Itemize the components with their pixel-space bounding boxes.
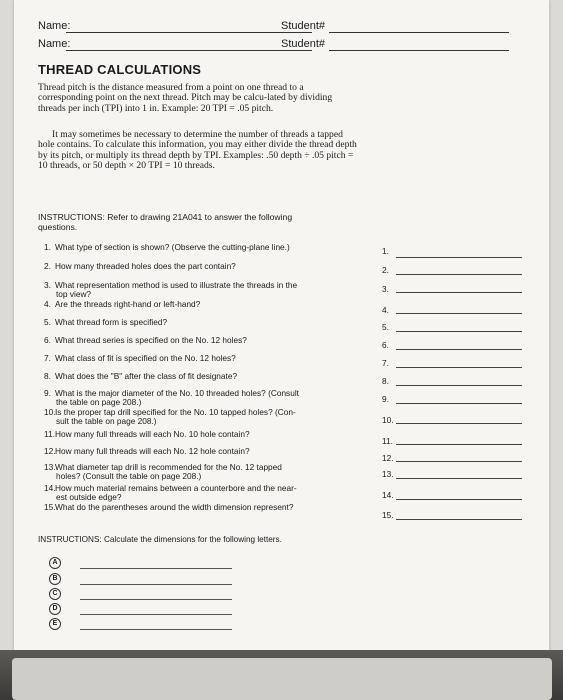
- answer-number: 2.: [382, 265, 389, 275]
- letter-c-answer-line[interactable]: [80, 599, 232, 600]
- name-label: Name:: [38, 38, 71, 50]
- answer-line[interactable]: [396, 385, 522, 386]
- question-text: How many full threads will each No. 10 hole contain?: [55, 429, 250, 439]
- question-number: 8.: [44, 371, 51, 381]
- answer-line[interactable]: [396, 313, 522, 314]
- question-text: What does the "B" after the class of fit designate?: [55, 371, 238, 381]
- question-number: 12.: [44, 446, 56, 456]
- question-text: Are the threads right-hand or left-hand?: [55, 299, 201, 309]
- question-number: 13.: [44, 462, 56, 472]
- letter-b-answer-line[interactable]: [80, 584, 232, 585]
- answer-number: 9.: [382, 394, 389, 404]
- question-text: What thread form is specified?: [55, 317, 168, 327]
- question-1: [44, 243, 364, 252]
- name-label: Name:: [38, 20, 71, 32]
- answer-line[interactable]: [396, 423, 522, 424]
- question-text: How much material remains between a counterbore and the near-: [55, 483, 297, 493]
- question-text: What representation method is used to illustrate the threads in the: [55, 280, 298, 290]
- answer-line[interactable]: [396, 292, 522, 293]
- question-text: What class of fit is specified on the No. 12 holes?: [55, 353, 236, 363]
- student-number-line[interactable]: [329, 32, 509, 33]
- question-7: [44, 354, 364, 363]
- answer-number: 13.: [382, 469, 394, 479]
- student-label: Student#: [281, 38, 326, 50]
- instructions-line-2: questions.: [38, 222, 78, 232]
- question-text: What diameter tap drill is recommended for the No. 12 tapped: [55, 462, 282, 472]
- next-page-edge: [12, 658, 552, 700]
- question-number: 10.: [44, 407, 56, 417]
- student-number-line[interactable]: [329, 50, 509, 51]
- question-text: How many threaded holes does the part contain?: [55, 261, 236, 271]
- question-continuation: top view?: [56, 288, 92, 299]
- answer-number: 14.: [382, 490, 394, 500]
- letter-d-answer-line[interactable]: [80, 614, 232, 615]
- threads-paragraph: [38, 130, 358, 172]
- answer-line[interactable]: [396, 519, 522, 520]
- question-13: [44, 463, 364, 480]
- question-text: What do the parentheses around the width dimension represent?: [55, 502, 294, 512]
- question-2: [44, 262, 364, 271]
- answer-line[interactable]: [396, 499, 522, 500]
- answer-line[interactable]: [396, 461, 522, 462]
- question-continuation: est outside edge?: [56, 491, 122, 502]
- answer-number: 11.: [382, 436, 393, 446]
- letters-instructions: INSTRUCTIONS: Calculate the dimensions for the following letters.: [38, 535, 282, 544]
- answer-number: 5.: [382, 322, 389, 332]
- answer-line[interactable]: [396, 331, 522, 332]
- letter-e-badge: E: [49, 618, 61, 630]
- answer-number: 12.: [382, 453, 394, 463]
- question-14: [44, 484, 364, 501]
- question-number: 15.: [44, 502, 56, 512]
- pitch-paragraph: Thread pitch is the distance measured from a point on one thread to a corresponding point on the next thread. Pitch may be calcu-lated by dividing threads per inch (TPI) into 1 in. Example: 20 TPI = .05 pitch.: [38, 82, 333, 114]
- question-6: [44, 336, 364, 345]
- answer-number: 3.: [382, 284, 389, 294]
- answer-line[interactable]: [396, 274, 522, 275]
- question-number: 3.: [44, 280, 51, 290]
- question-9: [44, 389, 364, 406]
- section-title: THREAD CALCULATIONS: [38, 62, 202, 77]
- question-text: What thread series is specified on the No. 12 holes?: [55, 335, 247, 345]
- question-text: How many full threads will each No. 12 hole contain?: [55, 446, 250, 456]
- question-4: [44, 300, 364, 309]
- answer-line[interactable]: [396, 444, 522, 445]
- question-text: What is the major diameter of the No. 10 threaded holes? (Consult: [55, 388, 299, 398]
- question-15: [44, 503, 364, 512]
- question-number: 6.: [44, 335, 51, 345]
- question-number: 7.: [44, 353, 51, 363]
- threads-paragraph-text: It may sometimes be necessary to determine the number of threads a tapped hole contains. To calculate this information, you may either divide the thread depth by its pitch, or multiply its thread depth by TPI. Examples: .50 depth ÷ .05 pitch = 10 threads, or 50 depth × 20 TPI = 10 threads.: [38, 129, 357, 172]
- instructions-line-1: INSTRUCTIONS: Refer to drawing 21A041 to answer the following: [38, 212, 293, 222]
- question-12: [44, 447, 364, 456]
- instructions-block: [38, 212, 368, 232]
- name-line[interactable]: [66, 50, 312, 51]
- answer-number: 15.: [382, 510, 394, 520]
- letter-d-badge: D: [49, 603, 61, 615]
- answer-number: 6.: [382, 340, 389, 350]
- question-number: 14.: [44, 483, 56, 493]
- question-number: 4.: [44, 299, 51, 309]
- answer-line[interactable]: [396, 478, 522, 479]
- letter-b-badge: B: [49, 573, 61, 585]
- question-3: [44, 281, 364, 298]
- question-number: 5.: [44, 317, 51, 327]
- question-10: [44, 408, 364, 425]
- answer-number: 4.: [382, 305, 389, 315]
- answer-line[interactable]: [396, 403, 522, 404]
- answer-number: 10.: [382, 415, 394, 425]
- question-number: 2.: [44, 261, 51, 271]
- question-text: Is the proper tap drill specified for the No. 10 tapped holes? (Con-: [55, 407, 296, 417]
- answer-number: 7.: [382, 358, 389, 368]
- question-continuation: the table on page 208.): [56, 396, 142, 407]
- letter-a-answer-line[interactable]: [80, 568, 232, 569]
- question-5: [44, 318, 364, 327]
- answer-number: 8.: [382, 376, 389, 386]
- answer-line[interactable]: [396, 349, 522, 350]
- answer-line[interactable]: [396, 257, 522, 258]
- question-text: What type of section is shown? (Observe the cutting-plane line.): [55, 242, 290, 252]
- letter-a-badge: A: [49, 557, 61, 569]
- question-number: 11.: [44, 429, 55, 439]
- answer-line[interactable]: [396, 367, 522, 368]
- answer-number: 1.: [382, 246, 389, 256]
- question-continuation: holes? (Consult the table on page 208.): [56, 470, 202, 481]
- question-number: 1.: [44, 242, 51, 252]
- question-11: [44, 430, 364, 439]
- letter-e-answer-line[interactable]: [80, 629, 232, 630]
- question-8: [44, 372, 364, 381]
- desk-shadow: [0, 650, 563, 700]
- question-continuation: sult the table on page 208.): [56, 415, 157, 426]
- question-number: 9.: [44, 388, 51, 398]
- letter-c-badge: C: [49, 588, 61, 600]
- name-line[interactable]: [66, 32, 312, 33]
- student-label: Student#: [281, 20, 326, 32]
